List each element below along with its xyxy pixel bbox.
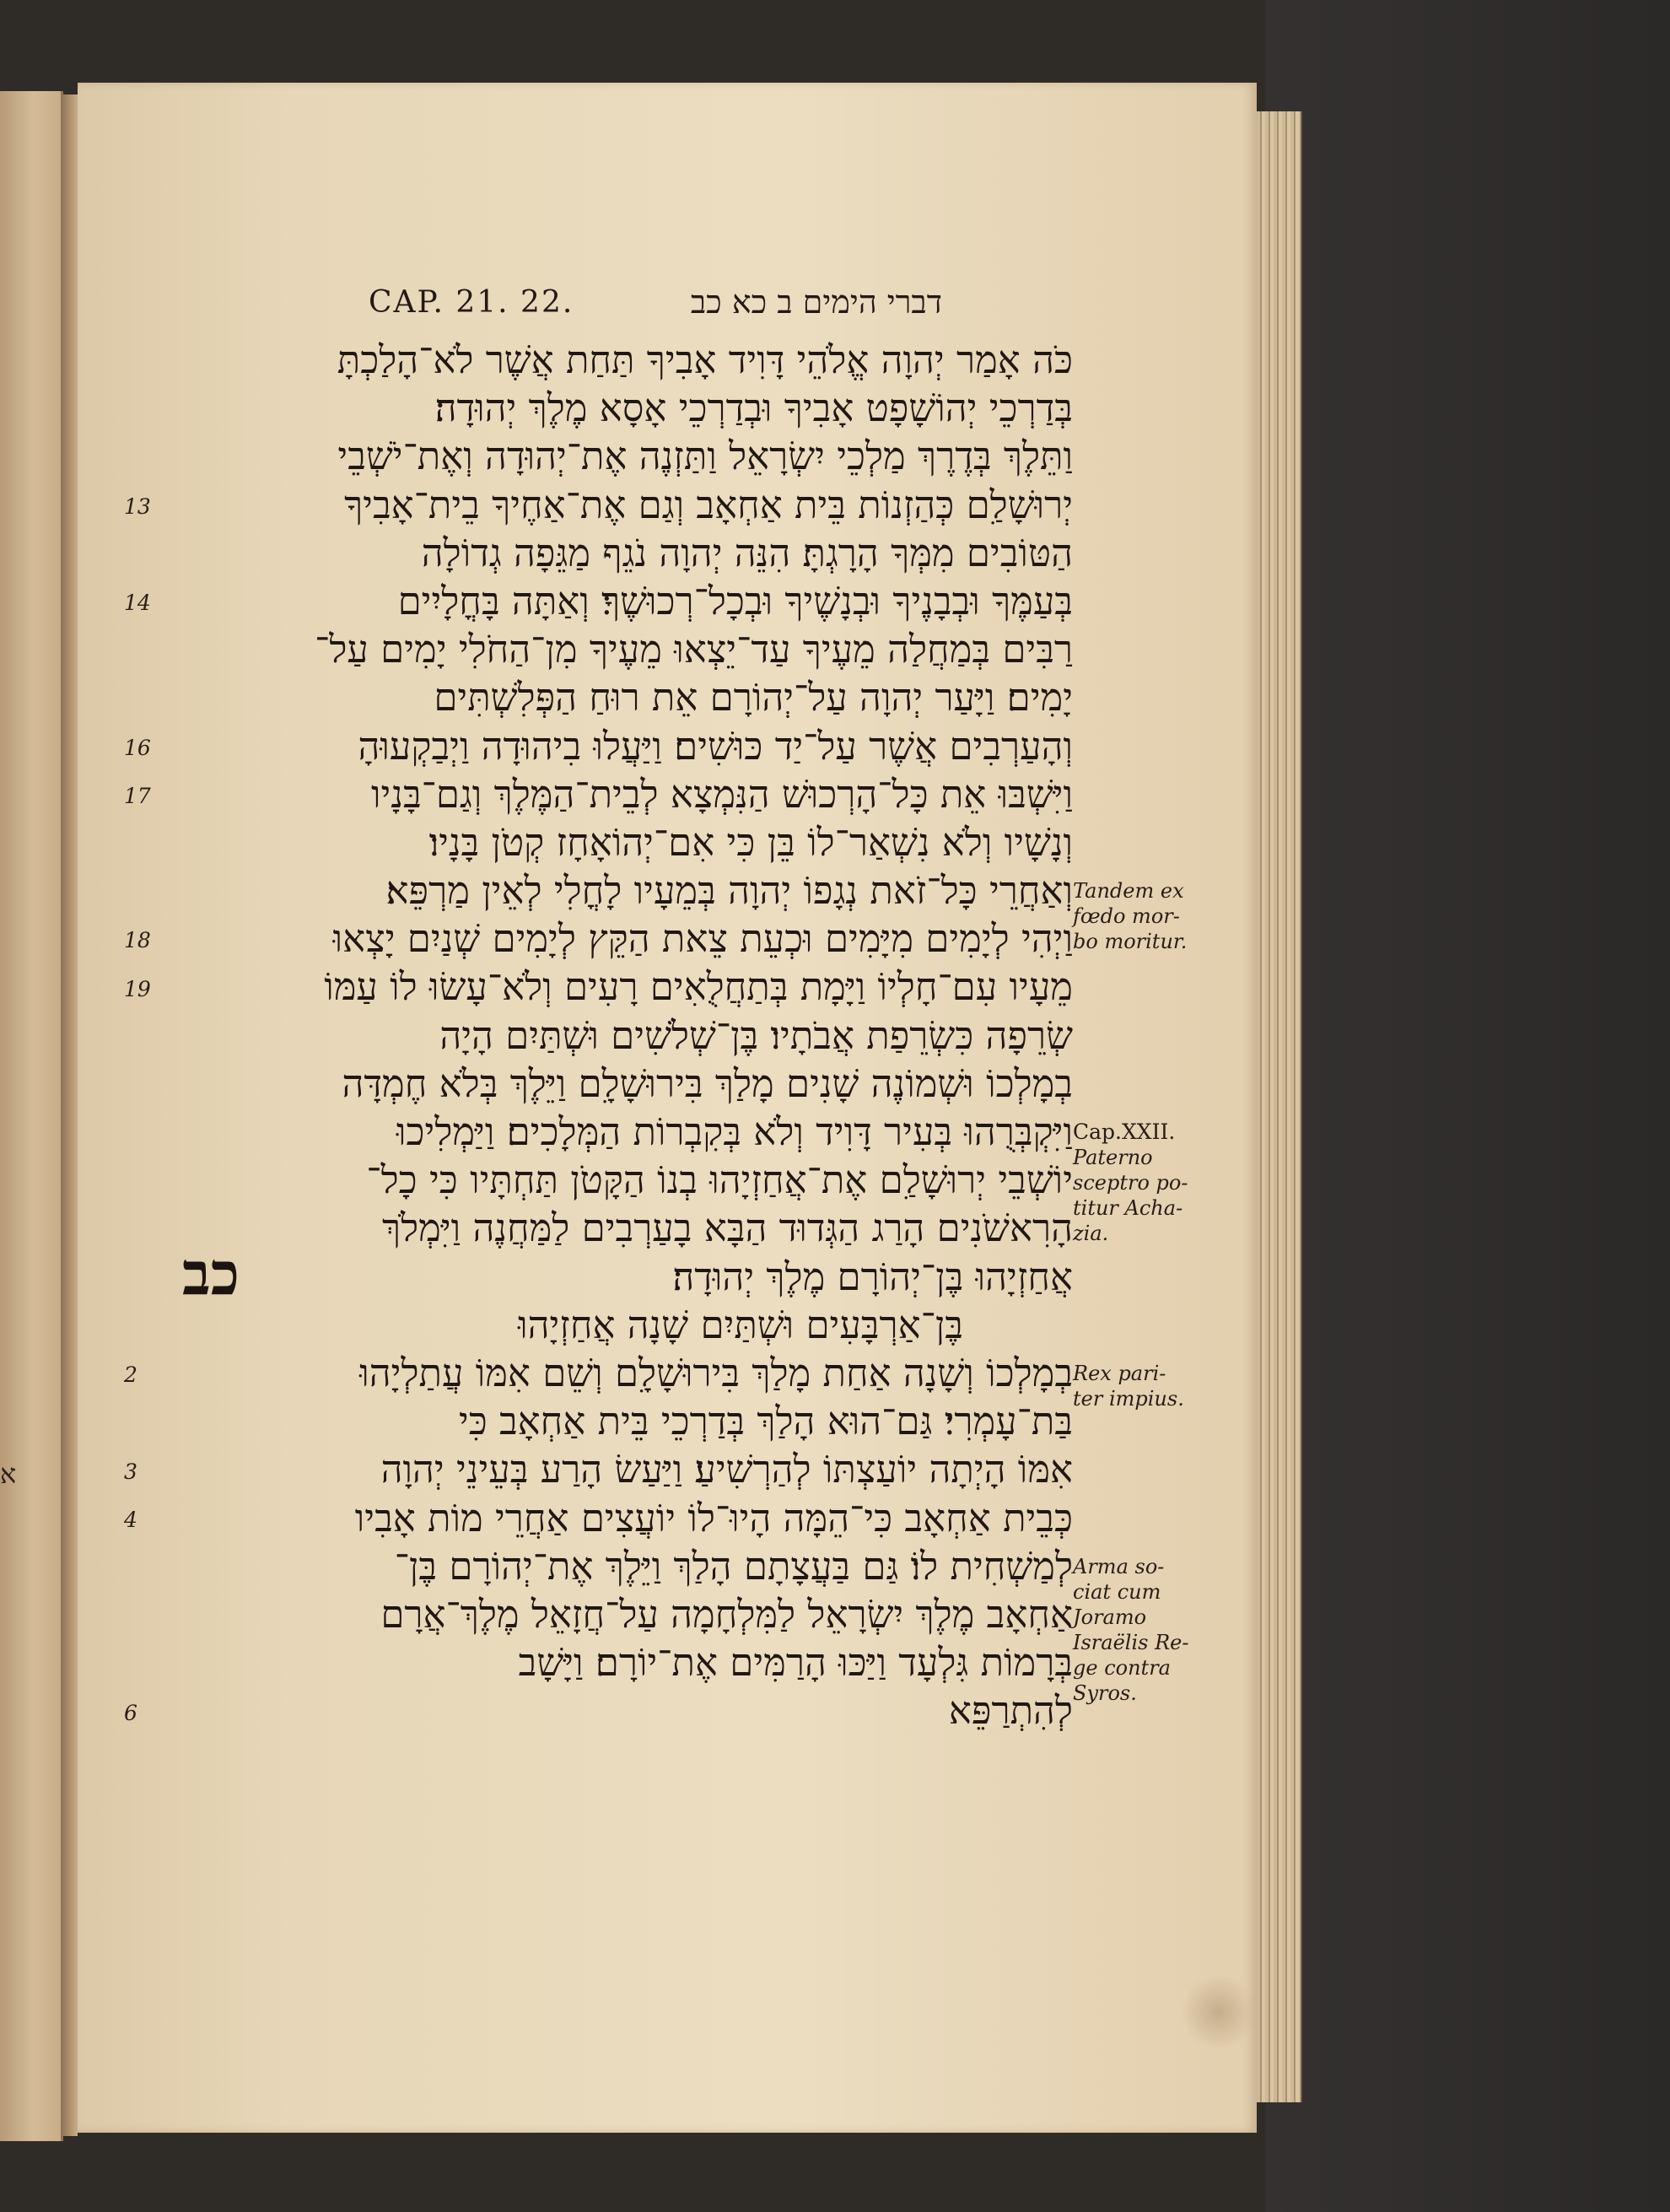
text-line: יוֹשְׁבֵי יְרוּשָׁלִַם אֶת־אֲחַזְיָהוּ בְנוֹ הַקָּטֹן תַּחְתָּיו כִּי כָל־: [366, 1157, 1073, 1203]
page-header: [369, 285, 942, 327]
margin-note-line: Paterno: [1073, 1146, 1153, 1170]
margin-note: [1073, 1361, 1199, 1411]
text-line: אִמּוֹ הָיְתָה יוֹעַצְתּוֹ לְהַרְשִׁיעַ׃ וַיַּעַשׂ הָרַע בְּעֵינֵי יְהוָה: [380, 1447, 1073, 1492]
text-line: וְנָשָׁיו וְלֹא נִשְׁאַר־לוֹ בֵּן כִּי אִם־יְהוֹאָחָז קְטֹן בָּנָיו׃: [428, 819, 1073, 865]
text-line: בְמָלְכוֹ וְשָׁנָה אַחַת מָלַךְ בִּירוּשָׁלִָם וְשֵׁם אִמּוֹ עֲתַלְיָהוּ: [359, 1350, 1073, 1395]
text-line: לְהִתְרַפֵּא: [948, 1688, 1073, 1734]
text-line: וַיִּשְׁבּוּ אֵת כָּל־הָרְכוּשׁ הַנִּמְצָא לְבֵית־הַמֶּלֶךְ וְגַם־בָּנָיו: [371, 771, 1073, 817]
verse-number: 4: [124, 1507, 137, 1532]
margin-note-line: zia.: [1073, 1222, 1109, 1246]
margin-note-line: Syros.: [1073, 1681, 1137, 1705]
page-edges: [1257, 111, 1302, 2102]
margin-note: [1073, 878, 1199, 954]
verse-number: 3: [124, 1459, 137, 1484]
text-line: לְמַשְׁחִית לוֹ׃ גַּם בַּעֲצָתָם הָלַךְ וַיֵּלֶךְ אֶת־יְהוֹרָם בֶּן־: [394, 1543, 1073, 1589]
text-line: וְאַחֲרֵי כָּל־זֹאת נְגָפוֹ יְהוָה בְּמֵעָיו לָחֳלִי לְאֵין מַרְפֵּא׃: [385, 868, 1073, 914]
gutter: [61, 94, 78, 2136]
margin-note: [1073, 1119, 1199, 1246]
margin-note-line: Joramo: [1073, 1605, 1147, 1629]
text-line: הָרִאשֹׁנִים הָרַג הַגְּדוּד הַבָּא בָעַרְבִים לַמַּחֲנֶה וַיִּמְלֹךְ: [382, 1206, 1073, 1251]
text-line: רַבִּים בְּמַחֲלַה מֵעֶיךָ עַד־יֵצְאוּ מֵעֶיךָ מִן־הַחֹלִי יָמִים עַל־: [315, 627, 1073, 672]
text-line: בֶּן־אַרְבָּעִים וּשְׁתַּיִם שָׁנָה אֲחַזְיָהוּ: [518, 1302, 963, 1347]
text-line: מֵעָיו עִם־חָלְיוֹ וַיָּמָת בְּתַחֲלֻאִים רָעִים וְלֹא־עָשׂוּ לוֹ עַמּוֹ: [324, 964, 1073, 1010]
verse-number: 18: [124, 928, 151, 953]
paper-stain: [1181, 1974, 1257, 2050]
chapter-initial: כב: [182, 1238, 240, 1308]
margin-note-line: Cap.XXII.: [1073, 1119, 1176, 1145]
verse-number: 2: [124, 1362, 137, 1388]
text-line: וַיִּקְבְּרֻהוּ בְּעִיר דָּוִיד וְלֹא בְּקִבְרוֹת הַמְּלָכִים׃ וַיַּמְלִיכוּ: [396, 1109, 1073, 1154]
verse-number: 6: [124, 1700, 137, 1725]
text-line: בְּעַמֶּךָ וּבְבָנֶיךָ וּבְנָשֶׁיךָ וּבְכָל־רְכוּשֶׁךָ׃ וְאַתָּה בָּחֳלָיִים: [397, 578, 1073, 623]
text-line: יְרוּשָׁלִַם כְּהַזְנוֹת בֵּית אַחְאָב וְגַם אֶת־אַחֶיךָ בֵית־אָבִיךָ: [344, 482, 1073, 527]
verse-number: 19: [124, 976, 151, 1001]
verse-number: 16: [124, 735, 151, 760]
margin-note-line: Rex pari-: [1073, 1362, 1166, 1386]
text-line: בַּת־עָמְרִי׃ גַּם־הוּא הָלַךְ בְּדַרְכֵי בֵּית אַחְאָב כִּי: [458, 1399, 1073, 1444]
margin-note: [1073, 1554, 1199, 1706]
background: [1265, 0, 1670, 2212]
margin-note-line: bo moritur.: [1073, 930, 1188, 954]
hebrew-text: [179, 336, 1073, 1735]
text-line: הַטּוֹבִים מִמְּךָ הָרָגְתָּ׃ הִנֵּה יְהוָה נֹגֵף מַגֵּפָה גְדוֹלָה: [421, 530, 1073, 575]
margin-note-line: ge contra: [1073, 1656, 1171, 1680]
margin-note-line: sceptro po-: [1073, 1171, 1188, 1195]
running-title: CAP. 21. 22.: [369, 285, 574, 320]
text-line: אַחְאָב מֶלֶךְ יִשְׂרָאֵל לַמִּלְחָמָה עַל־חֲזָאֵל מֶלֶךְ־אֲרָם: [380, 1591, 1073, 1637]
text-line: יָמִים׃ וַיָּעַר יְהוָה עַל־יְהוֹרָם אֵת רוּחַ הַפְּלִשְׁתִּים: [434, 675, 1073, 720]
text-line: וַיְהִי לְיָמִים מִיָּמִים וּכְעֵת צֵאת הַקֵּץ לְיָמִים שְׁנַיִם יָצְאוּ: [332, 916, 1073, 962]
verse-number: 14: [124, 591, 151, 615]
margin-note-line: fœdo mor-: [1073, 904, 1180, 929]
margin-note-line: Arma so-: [1073, 1555, 1165, 1578]
text-line: שְׂרֵפָה כִּשְׂרֵפַת אֲבֹתָיו׃ בֶּן־שְׁלֹשִׁים וּשְׁתַּיִם הָיָה: [439, 1012, 1073, 1058]
text-line: כֹּה אָמַר יְהוָה אֱלֹהֵי דָּוִיד אָבִיךָ תַּחַת אֲשֶׁר לֹא־הָלַכְתָּ: [337, 337, 1073, 382]
text-line: בְמָלְכוֹ וּשְׁמוֹנֶה שָׁנִים מָלַךְ בִּירוּשָׁלִָם וַיֵּלֶךְ בְּלֹא חֶמְדָּה: [342, 1060, 1073, 1106]
hebrew-title: דברי הימים ב כא כב: [690, 283, 942, 321]
text-line: בְּדַרְכֵי יְהוֹשָׁפָט אָבִיךָ וּבְדַרְכֵי אָסָא מֶלֶךְ יְהוּדָה׃: [434, 386, 1073, 431]
text-line: וַתֵּלֶךְ בְּדֶרֶךְ מַלְכֵי יִשְׂרָאֵל וַתַּזְנֶה אֶת־יְהוּדָה וְאֶת־יֹשְׁבֵי: [337, 434, 1073, 479]
text-line: וְהָעַרְבִים אֲשֶׁר עַל־יַד כּוּשִׁים׃ וַיַּעֲלוּ בִיהוּדָה וַיְבַקְעוּהָ: [358, 723, 1073, 769]
book-page: [78, 83, 1257, 2133]
verse-number: 13: [124, 494, 151, 519]
left-page-letter: א: [0, 1458, 17, 1490]
margin-note-line: Israëlis Re-: [1073, 1631, 1189, 1654]
text-line: אֲחַזְיָהוּ בֶּן־יְהוֹרָם מֶלֶךְ יְהוּדָה׃: [672, 1254, 1073, 1299]
text-line: בְּרָמוֹת גִּלְעָד וַיַּכּוּ הָרַמִּים אֶת־יוֹרָם׃ וַיָּשָׁב: [518, 1640, 1073, 1686]
margin-note-line: ciat cum: [1073, 1580, 1161, 1604]
margin-note-line: ter impius.: [1073, 1387, 1184, 1411]
verse-number: 17: [124, 783, 151, 808]
left-page-edge: [0, 91, 63, 2141]
text-line: כְּבֵית אַחְאָב כִּי־הֵמָּה הָיוּ־לוֹ יוֹעֲצִים אַחֲרֵי מוֹת אָבִיו: [354, 1495, 1073, 1540]
margin-note-line: titur Acha-: [1073, 1196, 1183, 1221]
margin-note-line: Tandem ex: [1073, 879, 1184, 904]
